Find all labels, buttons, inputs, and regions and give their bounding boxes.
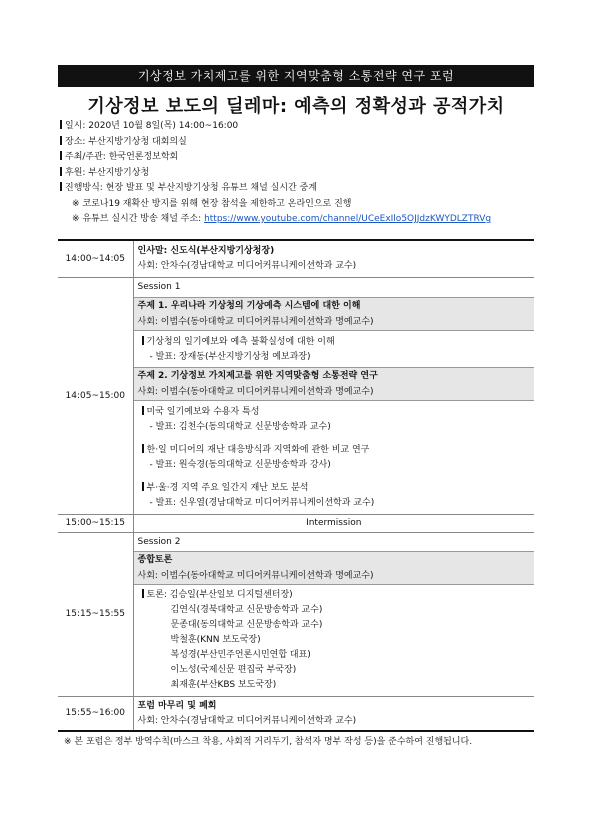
session-label: Session 1 (137, 281, 181, 292)
presenter: - 발표: 김천수(동의대학교 신문방송학과 교수) (149, 421, 331, 432)
presenter: - 발표: 원숙경(동의대학교 신문방송학과 강사) (149, 459, 331, 470)
topic-title: 주제 2. 기상정보 가치제고를 위한 지역맞춤형 소통전략 연구 (137, 370, 378, 381)
content-cell (133, 240, 534, 277)
discussant: 최재훈(부산KBS 보도국장) (170, 679, 277, 690)
info-sponsor: 후원: 부산지방기상청 (60, 166, 540, 182)
topic-header (134, 367, 535, 400)
page-title: 기상정보 보도의 딜레마: 예측의 정확성과 공적가치 (87, 96, 505, 117)
info-date: 일시: 2020년 10월 8일(목) 14:00~16:00 (60, 119, 540, 135)
info-method: 진행방식: 현장 발표 및 부산지방기상청 유튜브 채널 실시간 중계 (60, 181, 540, 197)
presentation-title: 한·일 미디어의 재난 대응방식과 지역화에 관한 비교 연구 (134, 443, 535, 458)
discussant: 토론: 김승일(부산일보 디지털센터장) (134, 588, 535, 603)
schedule-table (58, 239, 534, 732)
moderator: 사회: 이범수(동아대학교 미디어커뮤니케이션학과 명예교수) (137, 570, 374, 581)
time-cell: 14:05~15:00 (58, 277, 133, 514)
info-note-covid: ※ 코로나19 재확산 방지를 위해 현장 참석을 제한하고 온라인으로 진행 (72, 198, 352, 209)
info-note-youtube: ※ 유튜브 실시간 방송 채널 주소: https://www.youtube.com/channel/UCeExIlo5OJJdzKWYDLZTRVg (72, 214, 492, 224)
topic-title: 종합토론 (137, 554, 173, 565)
discussant: 박철훈(KNN 보도국장) (170, 634, 261, 645)
intermission-label: Intermission (306, 517, 362, 528)
time-cell: 15:15~15:55 (58, 532, 133, 696)
presentation-title: 미국 일기예보와 수용자 특성 (134, 405, 535, 420)
topic-header (134, 297, 535, 330)
content-cell (133, 277, 534, 514)
moderator: 사회: 이범수(동아대학교 미디어커뮤니케이션학과 명예교수) (137, 316, 374, 327)
discussant: 복성경(부산민주언론시민연합 대표) (170, 649, 311, 660)
presentation-title: 기상청의 일기예보와 예측 불확실성에 대한 이해 (134, 335, 535, 350)
presentation-title: 부·울·경 지역 주요 일간지 재난 보도 분석 (134, 481, 535, 496)
discussant: 문종대(동의대학교 신문방송학과 교수) (170, 619, 323, 630)
moderator: 사회: 이범수(동아대학교 미디어커뮤니케이션학과 명예교수) (137, 386, 374, 397)
time-cell: 14:00~14:05 (58, 240, 133, 277)
schedule-row (58, 696, 534, 731)
topic-header (134, 551, 535, 584)
schedule-row (58, 277, 534, 514)
topic-title: 주제 1. 우리나라 기상청의 기상예측 시스템에 대한 이해 (137, 300, 361, 311)
schedule-row (58, 514, 534, 532)
closing-heading: 포럼 마무리 및 폐회 (137, 700, 217, 711)
event-info (60, 119, 540, 228)
presenter: - 발표: 장재동(부산지방기상청 예보과장) (149, 351, 311, 362)
content-cell (133, 696, 534, 731)
youtube-link[interactable]: https://www.youtube.com/channel/UCeExIlo5OJJdzKWYDLZTRVg (204, 214, 492, 224)
schedule-row (58, 532, 534, 696)
footnote: ※ 본 포럼은 정부 방역수칙(마스크 착용, 사회적 거리두기, 참석자 명부 작성 등)을 준수하여 진행됩니다. (64, 737, 473, 747)
info-host: 주최/주관: 한국언론정보학회 (60, 150, 540, 166)
discussant: 김연식(경북대학교 신문방송학과 교수) (170, 604, 323, 615)
time-cell: 15:00~15:15 (58, 514, 133, 532)
greeting-heading: 인사말: 신도식(부산지방기상청장) (137, 246, 275, 256)
content-cell (133, 532, 534, 696)
content-cell (133, 514, 534, 532)
moderator: 사회: 안차수(경남대학교 미디어커뮤니케이션학과 교수) (137, 261, 357, 271)
info-place: 장소: 부산지방기상청 대회의실 (60, 135, 540, 151)
forum-banner: 기상정보 가치제고를 위한 지역맞춤형 소통전략 연구 포럼 (58, 65, 534, 87)
discussant: 이노성(국제신문 편집국 부국장) (170, 664, 297, 675)
moderator: 사회: 안차수(경남대학교 미디어커뮤니케이션학과 교수) (137, 715, 357, 726)
session-label: Session 2 (137, 536, 181, 547)
time-cell: 15:55~16:00 (58, 696, 133, 731)
presenter: - 발표: 신우열(경남대학교 미디어커뮤니케이션학과 교수) (149, 497, 375, 508)
schedule-row (58, 240, 534, 277)
